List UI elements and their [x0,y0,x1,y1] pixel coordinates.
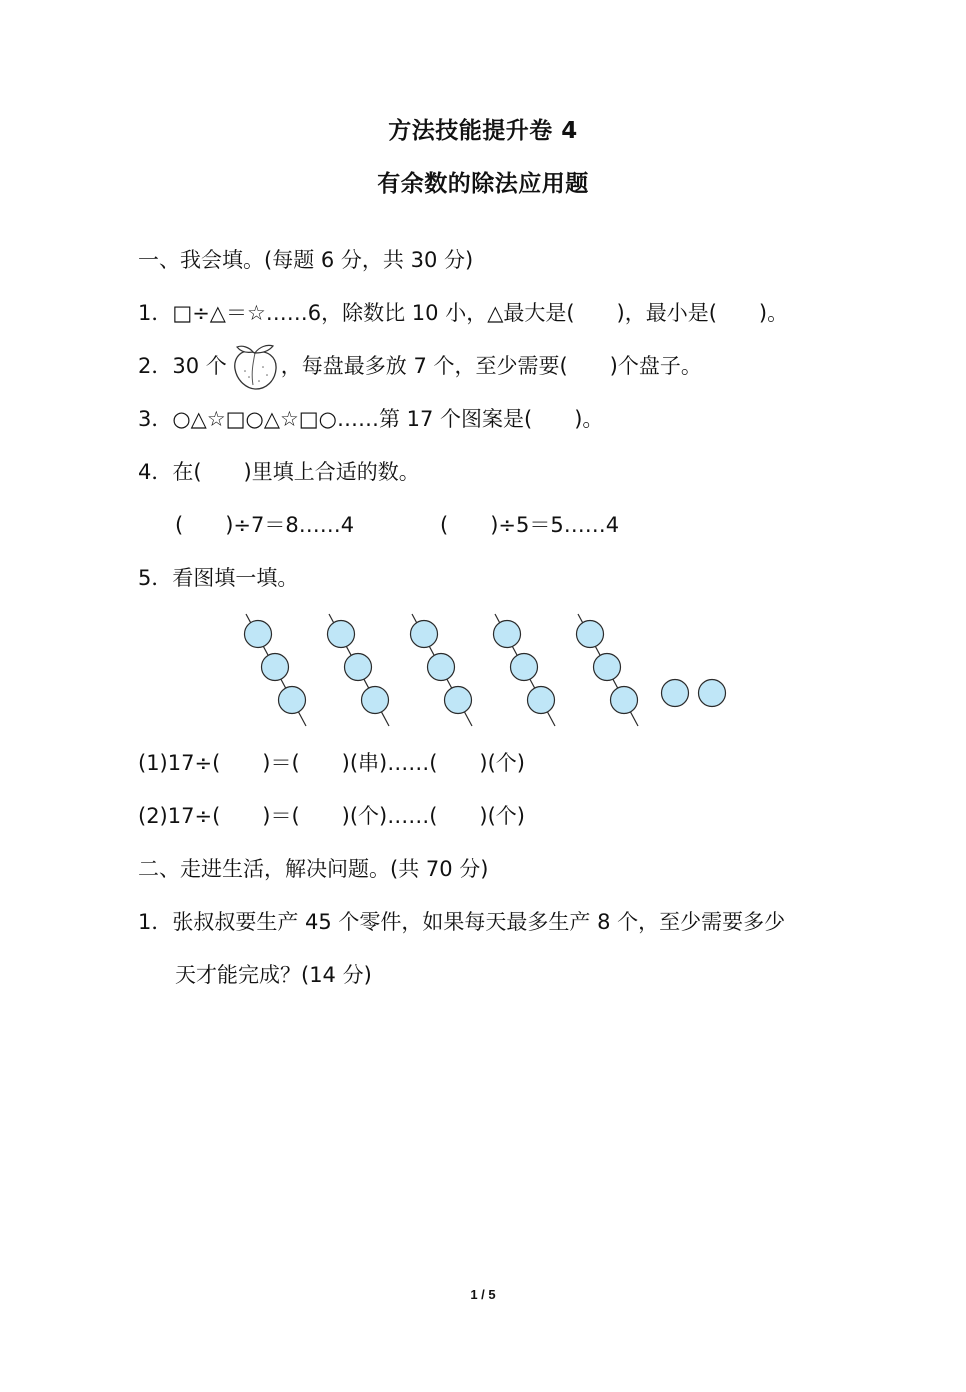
bead [411,621,438,648]
bead [577,621,604,648]
section-2-heading: 二、走进生活，解决问题。(共 70 分) [138,857,489,881]
section-1-heading: 一、我会填。(每题 6 分，共 30 分) [138,248,474,272]
question-2 [138,351,702,381]
question-3: 3．○△☆□○△☆□○……第 17 个图案是( )。 [138,407,604,431]
question-4: 4．在( )里填上合适的数。 [138,460,420,484]
question-4-equation-a: ( )÷7＝8……4 [175,513,355,537]
bead [328,621,355,648]
worksheet-title: 方法技能提升卷 4 [388,118,578,144]
question-2-prefix: 2．30 个 [138,354,227,378]
bead [445,687,472,714]
bead [611,687,638,714]
peach-icon [229,341,281,393]
page-number: 1 / 5 [470,1287,496,1302]
bead [528,687,555,714]
bead-skewers-figure [230,608,750,736]
question-4-equation-b: ( )÷5＝5……4 [440,513,620,537]
bead [428,654,455,681]
loose-bead [662,680,689,707]
question-1: 1．□÷△＝☆……6，除数比 10 小，△最大是( )，最小是( )。 [138,301,789,325]
worksheet-subtitle: 有余数的除法应用题 [377,171,589,197]
question-5-part-2: (2)17÷( )＝( )(个)……( )(个) [138,804,525,828]
question-5-part-1: (1)17÷( )＝( )(串)……( )(个) [138,751,525,775]
bead [345,654,372,681]
question-5: 5．看图填一填。 [138,566,299,590]
bead [262,654,289,681]
bead [594,654,621,681]
question-2-suffix: ，每盘最多放 7 个，至少需要( )个盘子。 [280,354,702,378]
loose-bead [699,680,726,707]
bead [494,621,521,648]
bead [245,621,272,648]
bead [362,687,389,714]
section-2-question-1: 1．张叔叔要生产 45 个零件，如果每天最多生产 8 个，至少需要多少 [138,910,786,934]
bead [279,687,306,714]
section-2-question-1-continued: 天才能完成？(14 分) [175,963,372,987]
bead [511,654,538,681]
